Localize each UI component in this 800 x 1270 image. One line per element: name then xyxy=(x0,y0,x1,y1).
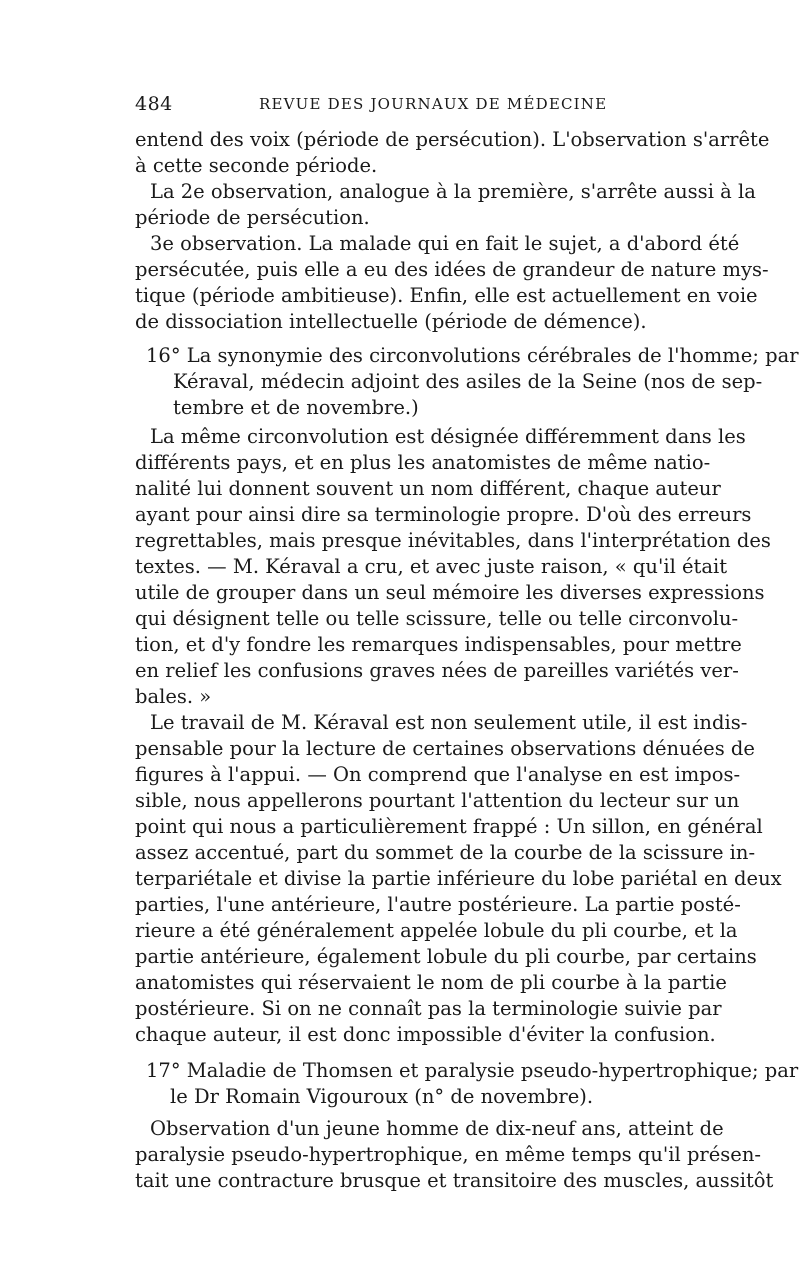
text-line: qui désignent telle ou telle scissure, telle ou telle circonvolu- xyxy=(135,607,739,630)
text-line: chaque auteur, il est donc impossible d'éviter la confusion. xyxy=(135,1023,716,1046)
text-line: entend des voix (période de persécution). L'observation s'arrête xyxy=(135,128,770,151)
text-line: regrettables, mais presque inévitables, dans l'interprétation des xyxy=(135,529,771,552)
article-heading-17: 17° Maladie de Thomsen et paralysie pseudo-hypertrophique; par xyxy=(146,1059,799,1082)
page-number: 484 xyxy=(135,93,173,115)
text-line: rieure a été généralement appelée lobule du pli courbe, et la xyxy=(135,919,738,942)
article-heading-16: 16° La synonymie des circonvolutions cérébrales de l'homme; par xyxy=(146,344,799,367)
text-line: partie antérieure, également lobule du pli courbe, par certains xyxy=(135,945,757,968)
text-line: 3e observation. La malade qui en fait le sujet, a d'abord été xyxy=(150,232,740,255)
text-line: tait une contracture brusque et transitoire des muscles, aussitôt xyxy=(135,1169,774,1192)
text-line: Observation d'un jeune homme de dix-neuf ans, atteint de xyxy=(150,1117,724,1140)
text-line: Le travail de M. Kéraval est non seulement utile, il est indis- xyxy=(150,711,748,734)
text-line: tique (période ambitieuse). Enfin, elle est actuellement en voie xyxy=(135,284,758,307)
text-line: parties, l'une antérieure, l'autre postérieure. La partie posté- xyxy=(135,893,741,916)
text-line: période de persécution. xyxy=(135,206,370,229)
article-heading-16-cont: Kéraval, médecin adjoint des asiles de la Seine (nos de sep- xyxy=(173,370,763,393)
text-line: à cette seconde période. xyxy=(135,154,378,177)
text-line: bales. » xyxy=(135,685,212,708)
text-line: textes. — M. Kéraval a cru, et avec juste raison, « qu'il était xyxy=(135,555,728,578)
text-line: assez accentué, part du sommet de la courbe de la scissure in- xyxy=(135,841,756,864)
text-line: sible, nous appellerons pourtant l'attention du lecteur sur un xyxy=(135,789,740,812)
text-line: terpariétale et divise la partie inférieure du lobe pariétal en deux xyxy=(135,867,782,890)
text-line: tion, et d'y fondre les remarques indispensables, pour mettre xyxy=(135,633,742,656)
article-heading-17-cont: le Dr Romain Vigouroux (n° de novembre). xyxy=(170,1085,594,1108)
text-line: figures à l'appui. — On comprend que l'analyse en est impos- xyxy=(135,763,741,786)
text-line: La même circonvolution est désignée différemment dans les xyxy=(150,425,746,448)
text-line: point qui nous a particulièrement frappé : Un sillon, en général xyxy=(135,815,763,838)
text-line: de dissociation intellectuelle (période de démence). xyxy=(135,310,647,333)
text-line: utile de grouper dans un seul mémoire les diverses expressions xyxy=(135,581,765,604)
text-line: paralysie pseudo-hypertrophique, en même temps qu'il présen- xyxy=(135,1143,761,1166)
text-line: persécutée, puis elle a eu des idées de grandeur de nature mys- xyxy=(135,258,769,281)
running-title: REVUE DES JOURNAUX DE MÉDECINE xyxy=(259,95,608,113)
text-line: ayant pour ainsi dire sa terminologie propre. D'où des erreurs xyxy=(135,503,752,526)
text-line: postérieure. Si on ne connaît pas la terminologie suivie par xyxy=(135,997,722,1020)
text-line: pensable pour la lecture de certaines observations dénuées de xyxy=(135,737,755,760)
text-line: en relief les confusions graves nées de pareilles variétés ver- xyxy=(135,659,739,682)
article-heading-16-cont: tembre et de novembre.) xyxy=(173,396,419,419)
text-line: La 2e observation, analogue à la première, s'arrête aussi à la xyxy=(150,180,756,203)
text-line: nalité lui donnent souvent un nom différent, chaque auteur xyxy=(135,477,721,500)
running-header xyxy=(135,93,671,117)
text-line: différents pays, et en plus les anatomistes de même natio- xyxy=(135,451,711,474)
text-line: anatomistes qui réservaient le nom de pli courbe à la partie xyxy=(135,971,727,994)
